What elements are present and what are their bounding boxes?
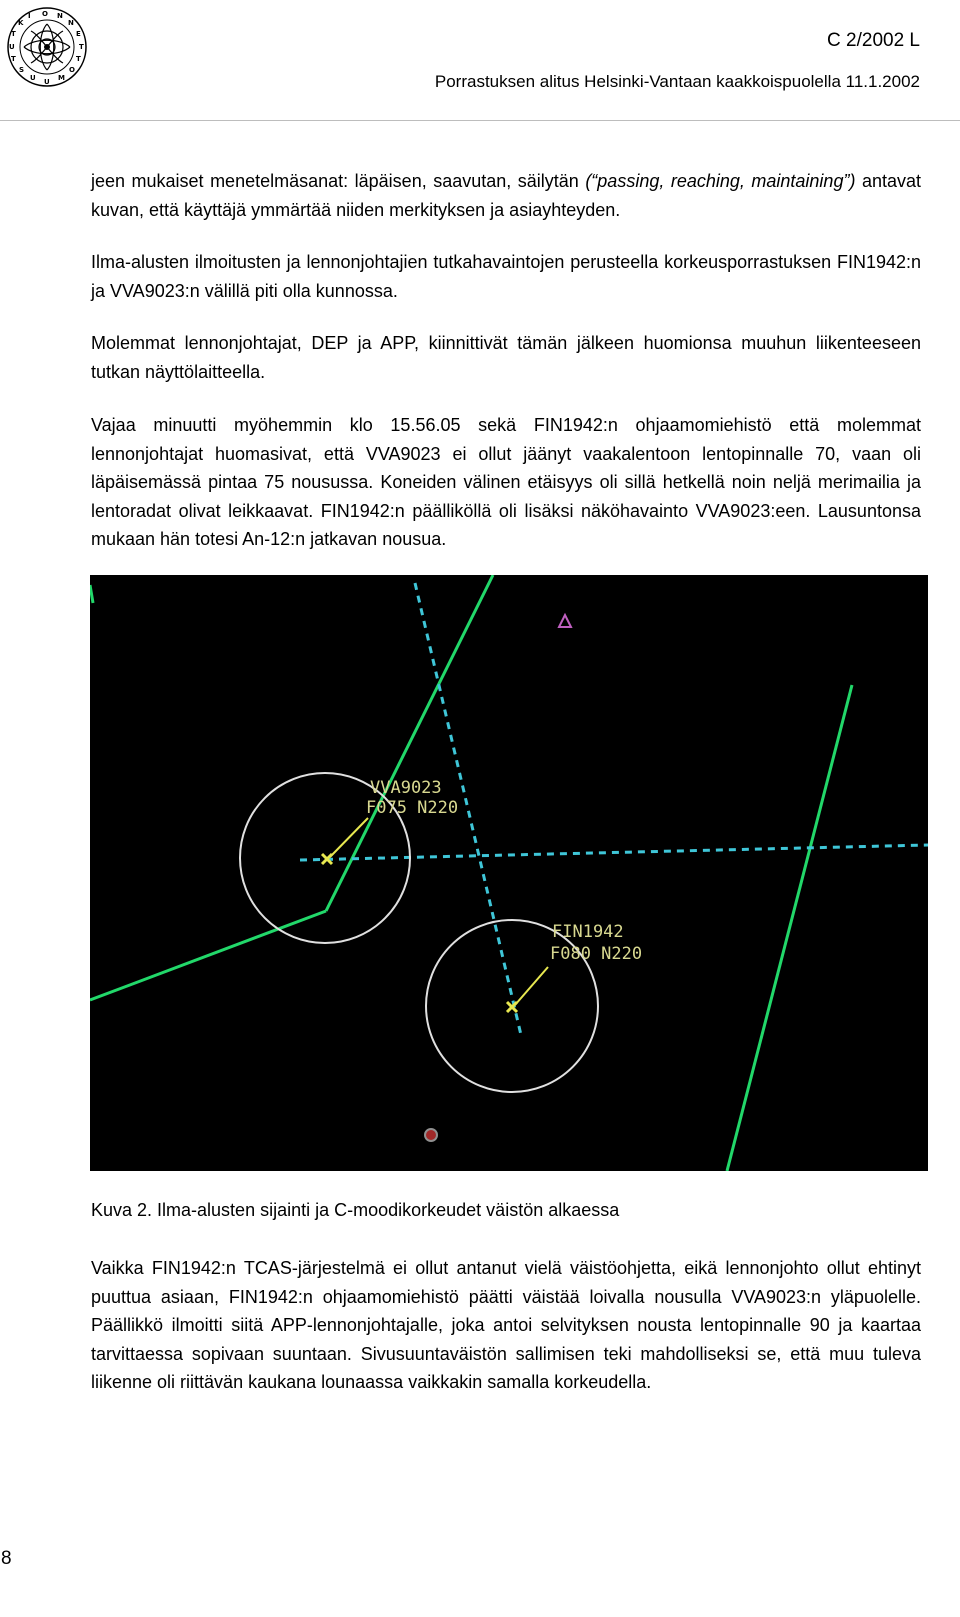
svg-text:T: T bbox=[76, 55, 81, 63]
paragraph-2 bbox=[91, 248, 921, 305]
page-number: 8 bbox=[1, 1548, 12, 1569]
svg-text:T: T bbox=[11, 30, 16, 38]
paragraph-1-emphasis: (“passing, reaching, maintaining”) bbox=[585, 171, 856, 191]
svg-text:N: N bbox=[68, 19, 74, 27]
header-divider bbox=[0, 120, 960, 121]
svg-text:U: U bbox=[30, 74, 36, 82]
svg-text:O: O bbox=[42, 10, 48, 18]
svg-text:U: U bbox=[9, 43, 15, 51]
svg-text:K: K bbox=[18, 19, 24, 27]
svg-text:S: S bbox=[19, 66, 25, 74]
organization-seal-logo bbox=[6, 6, 88, 88]
paragraph-3-text: Molemmat lennonjohtajat, DEP ja APP, kiinnittivät tämän jälkeen huomionsa muuhun liikenteeseen tutkan näyttölaitteella. bbox=[91, 333, 921, 382]
svg-text:O: O bbox=[69, 66, 75, 74]
vva9023-info-label: F075 N220 bbox=[366, 798, 459, 818]
radar-screenshot-figure bbox=[90, 575, 928, 1171]
paragraph-5-text: Vaikka FIN1942:n TCAS-järjestelmä ei ollut antanut vielä väistöohjetta, eikä lennonjohto ollut ehtinyt puuttua asiaan, FIN1942:n ohjaamomiehistö päätti väistää loivalla nousulla VVA9023:n yläpuolelle. Päällikkö ilmoitti siitä APP-lennonjohtajalle, joka antoi selvityksen nousta lentopinnalle 90 ja kaartaa tarvittaessa sopivaan suuntaan. Sivusuuntaväistön sallimisen teki mahdolliseksi se, että muu tuleva liikenne oli riittävän kaukana lounaassa vaikkakin samalla korkeudella. bbox=[91, 1258, 921, 1393]
svg-text:E: E bbox=[76, 30, 81, 38]
svg-text:U: U bbox=[44, 78, 50, 86]
paragraph-1 bbox=[91, 167, 921, 224]
paragraph-1-text-a: jeen mukaiset menetelmäsanat: läpäisen, saavutan, säilytän bbox=[91, 171, 586, 191]
document-code: C 2/2002 L bbox=[827, 30, 920, 51]
svg-text:T: T bbox=[79, 43, 84, 51]
svg-text:I: I bbox=[28, 12, 31, 20]
svg-text:T: T bbox=[11, 55, 16, 63]
figure-caption: Kuva 2. Ilma-alusten sijainti ja C-moodikorkeudet väistön alkaessa bbox=[91, 1200, 620, 1220]
fin1942-info-label: F080 N220 bbox=[550, 944, 643, 964]
paragraph-4 bbox=[91, 411, 921, 554]
paragraph-4-text: Vajaa minuutti myöhemmin klo 15.56.05 sekä FIN1942:n ohjaamomiehistö että molemmat lennonjohtajat huomasivat, että VVA9023 ei ollut jäänyt vaakalentoon lentopinnalle 70, vaan oli läpäisemässä pintaa 75 nousussa. Koneiden välinen etäisyys oli sillä hetkellä noin neljä merimailia ja lentoradat olivat leikkaavat. FIN1942:n päälliköllä oli lisäksi näköhavainto VVA9023:een. Lausuntonsa mukaan hän totesi An-12:n jatkavan nousua. bbox=[91, 415, 921, 550]
svg-text:M: M bbox=[58, 74, 65, 82]
fin1942-callsign-label: FIN1942 bbox=[552, 922, 624, 942]
paragraph-1-text-b: antavat kuvan, että käyttäjä ymmärtää niiden merkityksen ja asiayhteyden. bbox=[91, 171, 922, 220]
paragraph-2-text: Ilma-alusten ilmoitusten ja lennonjohtajien tutkahavaintojen perusteella korkeusporrastuksen FIN1942:n ja VVA9023:n välillä piti olla kunnossa. bbox=[91, 252, 921, 301]
svg-text:N: N bbox=[57, 12, 63, 20]
paragraph-5 bbox=[91, 1254, 921, 1397]
report-title: Porrastuksen alitus Helsinki-Vantaan kaakkoispuolella 11.1.2002 bbox=[434, 72, 920, 91]
red-dot-marker-icon bbox=[425, 1129, 437, 1141]
paragraph-3 bbox=[91, 329, 921, 386]
vva9023-callsign-label: VVA9023 bbox=[370, 778, 442, 798]
